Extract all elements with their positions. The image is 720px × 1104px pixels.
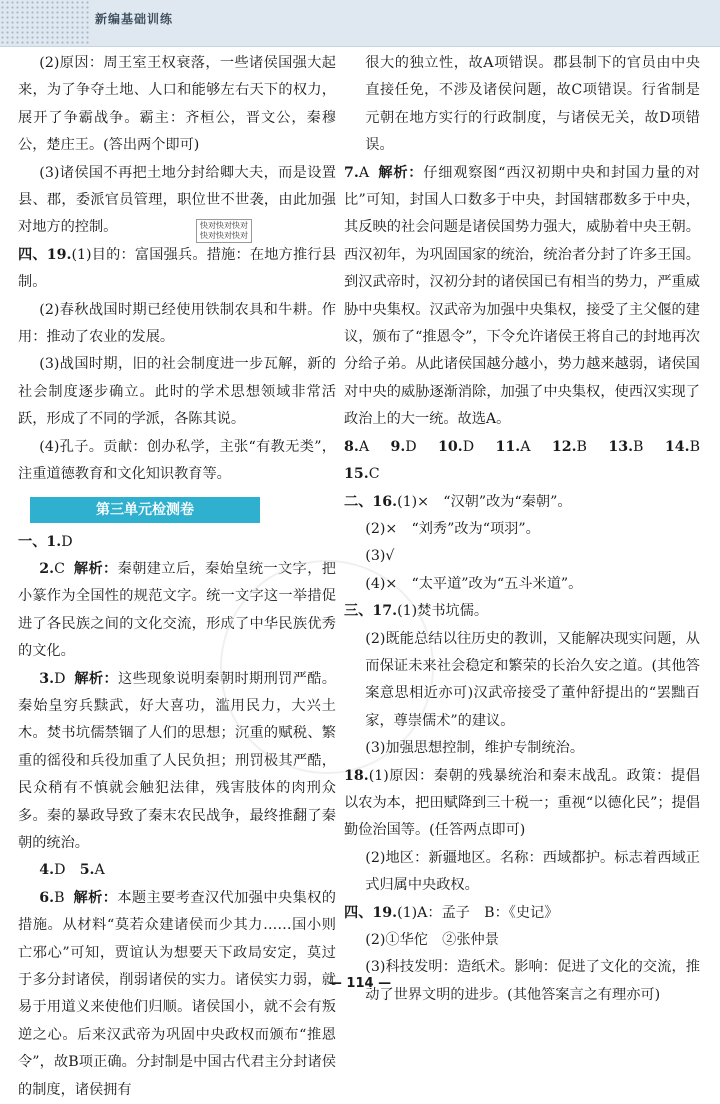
answer-paragraph	[344, 489, 700, 516]
answer-paragraph	[344, 50, 700, 160]
answer-text: D	[462, 438, 496, 455]
answer-paragraph	[18, 857, 336, 884]
page-number: — 114 —	[328, 976, 392, 991]
answer-text: (2)地区：新疆地区。名称：西域都护。标志着西域正式归属中央政权。	[365, 849, 700, 894]
answer-paragraph	[344, 900, 700, 927]
analysis-label: 解析：	[73, 889, 118, 906]
answer-text: 仔细观察图“西汉初期中央和封国力量的对比”可知，封国人口数多于中央，封国辖郡数多于中央，其反映的社会问题是诸侯国势力强大，威胁着中央王朝。西汉初年，为巩固国家的统治，统治者分封了许多王国。到汉武帝时，汉初分封的诸侯国已有相当的势力，严重威胁中央集权。汉武帝为加强中央集权，接受了主父偃的建议，颁布了“推恩令”，下令允许诸侯王将自己的封地再次分给子弟。从此诸侯国越分越小，势力越来越弱，诸侯国对中央的威胁逐渐消除，加强了中央集权，使西汉实现了政治上的大一统。故选A。	[344, 164, 700, 428]
answer-text: C	[368, 466, 380, 483]
answer-paragraph	[344, 845, 700, 900]
answer-paragraph	[344, 626, 700, 736]
question-number: 14.	[664, 438, 690, 455]
answer-paragraph	[18, 351, 336, 433]
answer-text: (1)A：孟子 B：《史记》	[397, 904, 559, 921]
answer-text: (3)加强思想控制，维护专制统治。	[365, 740, 585, 757]
answer-text: D	[54, 670, 66, 687]
answer-text: (2)①华佗 ②张仲景	[365, 932, 499, 948]
question-number: 四、19.	[18, 246, 72, 263]
answer-text: (4)孔子。贡献：创办私学，主张“有教无类”，注重道德教育和文化知识教育等。	[18, 438, 336, 483]
answer-paragraph	[18, 529, 336, 556]
answer-text: D	[54, 862, 80, 879]
answer-paragraph	[344, 598, 700, 625]
answer-paragraph	[18, 434, 336, 489]
question-number: 二、16.	[344, 493, 398, 510]
answer-paragraph	[344, 516, 700, 543]
answer-text: (2)× “刘秀”改为“项羽”。	[365, 520, 540, 537]
answer-paragraph	[344, 434, 715, 489]
question-number: 8.	[344, 438, 359, 455]
question-number: 4.	[39, 862, 55, 879]
answer-paragraph	[344, 735, 700, 762]
answer-text: (2)春秋战国时期已经使用铁制农具和牛耕。作用：推动了农业的发展。	[18, 301, 336, 346]
answer-paragraph	[344, 763, 700, 845]
question-number: 2.	[39, 560, 55, 577]
answer-text: B	[54, 889, 65, 906]
answer-text: (4)× “太平道”改为“五斗米道”。	[365, 575, 583, 592]
answer-text: A	[358, 164, 370, 181]
answer-paragraph	[18, 50, 336, 160]
analysis-label: 解析：	[73, 560, 118, 577]
question-number: 9.	[390, 438, 406, 455]
right-column	[344, 50, 715, 1009]
answer-paragraph	[344, 927, 700, 954]
section-title: 第三单元检测卷	[30, 497, 260, 523]
answer-paragraph	[18, 160, 336, 242]
answer-text: (1)焚书坑儒。	[397, 603, 489, 620]
answer-paragraph	[18, 885, 336, 1104]
analysis-label: 解析：	[377, 164, 424, 181]
question-number: 三、17.	[344, 603, 398, 620]
answer-paragraph	[344, 571, 700, 598]
question-number: 3.	[39, 670, 55, 687]
answer-text: D	[405, 438, 439, 455]
page-header	[0, 0, 720, 47]
answer-stamp	[196, 219, 252, 243]
answer-paragraph	[18, 297, 336, 352]
answer-text: (3)诸侯国不再把土地分封给卿大夫，而是设置县、郡，委派官员管理，职位世不世袭，由此加强对地方的控制。	[18, 164, 336, 236]
answer-text: B	[576, 438, 609, 455]
question-number: 18.	[344, 767, 369, 784]
answer-paragraph	[18, 242, 336, 297]
answer-text: (1)目的：富国强兵。措施：在地方推行县制。	[18, 246, 336, 291]
answer-text: (2)原因：周王室王权衰落，一些诸侯国强大起来，为了争夺土地、人口和能够左右天下的权力，展开了争霸战争。霸主：齐桓公，晋文公，秦穆公，楚庄王。(答出两个即可)	[18, 55, 336, 154]
answer-text: 这些现象说明秦朝时期刑罚严酷。秦始皇穷兵黩武，好大喜功，滥用民力，大兴土木。焚书坑儒禁锢了人们的思想；沉重的赋税、繁重的徭役和兵役加重了人民负担；刑罚极其严酷，民众稍有不慎就会触犯法律，残害肢体的肉刑众多。秦的暴政导致了秦末农民战争，最终推翻了秦朝的统治。	[18, 670, 336, 851]
answer-text: (3)战国时期，旧的社会制度进一步瓦解，新的社会制度逐步确立。此时的学术思想领域非常活跃，形成了不同的学派，各陈其说。	[18, 356, 336, 428]
answer-paragraph	[344, 160, 700, 434]
question-number: 11.	[495, 438, 521, 455]
question-number: 四、19.	[344, 904, 398, 921]
answer-text: A	[94, 862, 105, 879]
answer-text: D	[61, 533, 73, 550]
analysis-label: 解析：	[74, 670, 119, 687]
stamp-line: 快对快对快对	[200, 221, 248, 230]
answer-text: A	[358, 438, 391, 455]
question-number: 15.	[344, 466, 369, 483]
question-number: 12.	[551, 438, 577, 455]
header-dot-pattern	[0, 0, 90, 46]
answer-text: (1)原因：秦朝的残暴统治和秦末战乱。政策：提倡以农为本，把田赋降到三十税一；重视“以德化民”；提倡勤俭治国等。(任答两点即可)	[344, 767, 700, 839]
question-number: 7.	[344, 164, 359, 181]
stamp-line: 快对快对快对	[200, 231, 248, 240]
question-number: 13.	[608, 438, 634, 455]
question-number: 一、1.	[18, 533, 62, 550]
answer-paragraph	[344, 543, 700, 570]
answer-text: (2)既能总结以往历史的教训，又能解决现实问题，从而保证未来社会稳定和繁荣的长治久安之道。(其他答案意思相近亦可)汉武帝接受了董仲舒提出的“罢黜百家，尊崇儒术”的建议。	[365, 630, 700, 729]
answer-text: (1)× “汉朝”改为“秦朝”。	[397, 493, 572, 510]
answer-text: A	[520, 438, 552, 455]
answer-text: 很大的独立性，故A项错误。郡县制下的官员由中央直接任免，不涉及诸侯问题，故C项错误。行省制是元朝在地方实行的行政制度，与诸侯无关，故D项错误。	[365, 55, 700, 154]
answer-text: B	[633, 438, 665, 455]
question-number: 5.	[79, 862, 95, 879]
answer-text: (3)科技发明：造纸术。影响：促进了文化的交流，推动了世界文明的进步。(其他答案言之有理亦可)	[365, 959, 700, 1003]
answer-text: B	[689, 438, 715, 455]
answer-text: C	[54, 560, 65, 577]
question-number: 10.	[438, 438, 463, 455]
header-title: 新编基础训练	[95, 12, 174, 26]
question-number: 6.	[39, 889, 55, 906]
answer-text: 本题主要考查汉代加强中央集权的措施。从材料“莫若众建诸侯而少其力……国小则亡邪心”可知，贾谊认为想要天下政局安定，莫过于多分封诸侯，削弱诸侯的实力。诸侯实力弱，就易于用道义来使他们归顺。诸侯国小，就不会有叛逆之心。后来汉武帝为巩固中央政权而颁布“推恩令”，故B项正确。分封制是中国古代君主分封诸侯的制度，诸侯拥有	[18, 889, 336, 1098]
answer-text: (3)√	[365, 548, 395, 565]
answer-text: 秦朝建立后，秦始皇统一文字，把小篆作为全国性的规范文字。统一文字这一举措促进了各民族之间的文化交流，形成了中华民族优秀的文化。	[18, 560, 336, 660]
